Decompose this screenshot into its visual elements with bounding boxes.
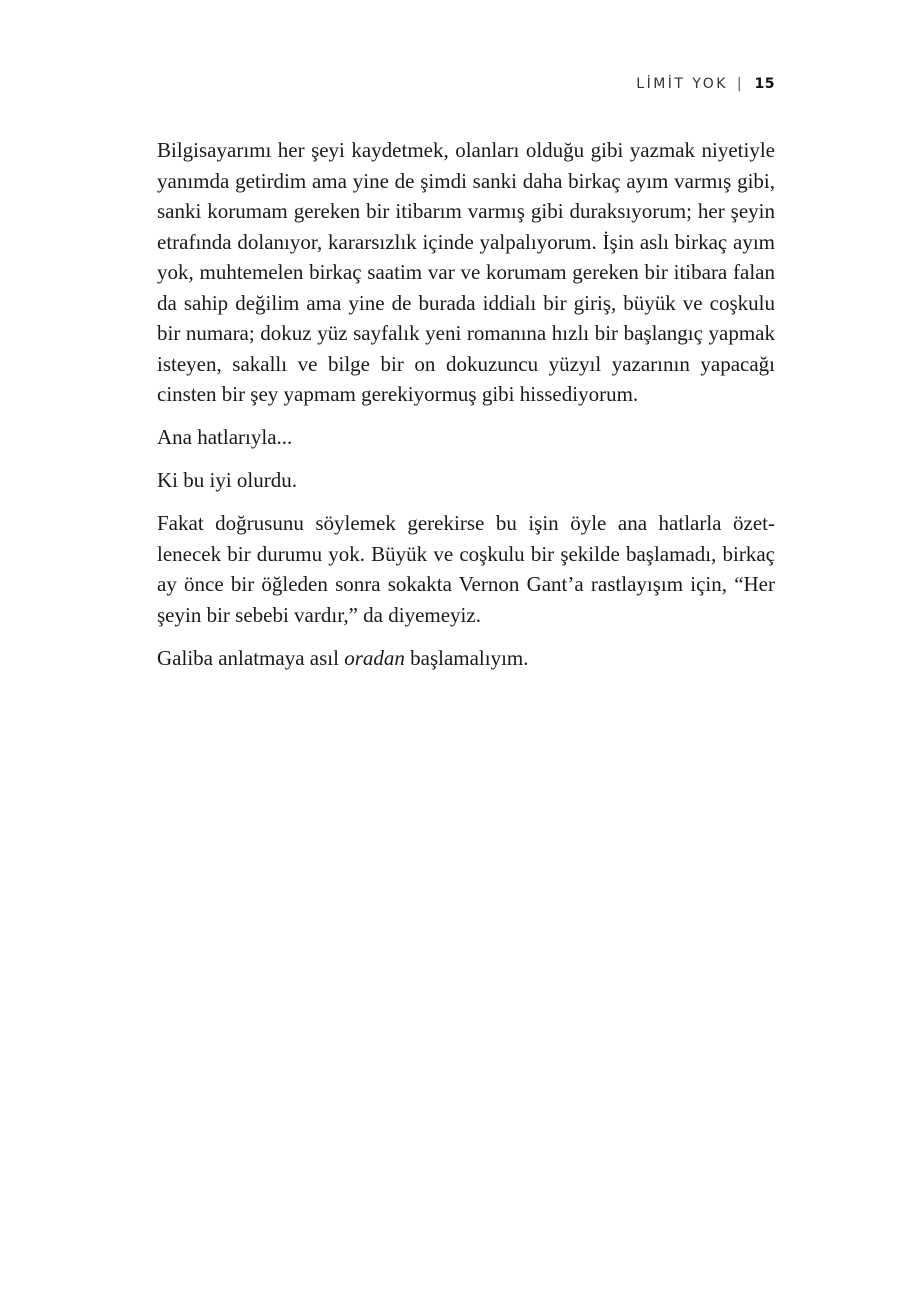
paragraph-2: Ana hatlarıyla... bbox=[157, 425, 293, 449]
paragraph-1: Bilgisayarımı her şeyi kaydetmek, olanları olduğu gibi yazmak niyetiyle yanımda getirdim ama yine de şimdi sanki daha birkaç ayım varmış gibi, sanki korumam gereken bir itibarım varmış gibi duraksıyorum; her şeyin etrafında dolanıyor, kararsızlık içinde yalpalıyorum. İşin aslı birkaç ayım yok, muhtemelen birkaç saatim var ve korumam gereken bir itibara falan da sahip değilim ama yine de burada iddialı bir giriş, büyük ve coşkulu bir numara; dokuz yüz sayfalık yeni romanına hızlı bir başlangıç yapmak isteyen, sakallı ve bilge bir on dokuzuncu yüzyıl yazarının yapacağı cinsten bir şey yapmam gerekiyormuş gibi hissediyorum. bbox=[157, 138, 775, 406]
page-number: 15 bbox=[754, 76, 775, 92]
paragraph-3: Ki bu iyi olurdu. bbox=[157, 468, 297, 492]
body-text bbox=[157, 135, 775, 686]
paragraph-5-lead: Galiba anlatmaya asıl bbox=[157, 645, 345, 670]
header-separator: | bbox=[736, 76, 742, 92]
paragraph-4: Fakat doğrusunu söylemek gerekirse bu işin öyle ana hatlarla özetlenecek bir durumu yok. Büyük ve coşkulu bir şekilde başlamadı, birkaç ay önce bir öğleden sonra sokakta Vernon Gant’a rastlayışım için, “Her şeyin bir sebebi vardır,” da diyemeyiz. bbox=[157, 511, 775, 627]
book-title: LİMİT YOK bbox=[636, 76, 728, 92]
running-header bbox=[636, 76, 775, 92]
paragraph-5-tail: başlamalıyım. bbox=[404, 645, 529, 670]
paragraph-5 bbox=[157, 643, 775, 674]
paragraph-5-emphasis: oradan bbox=[344, 645, 405, 670]
